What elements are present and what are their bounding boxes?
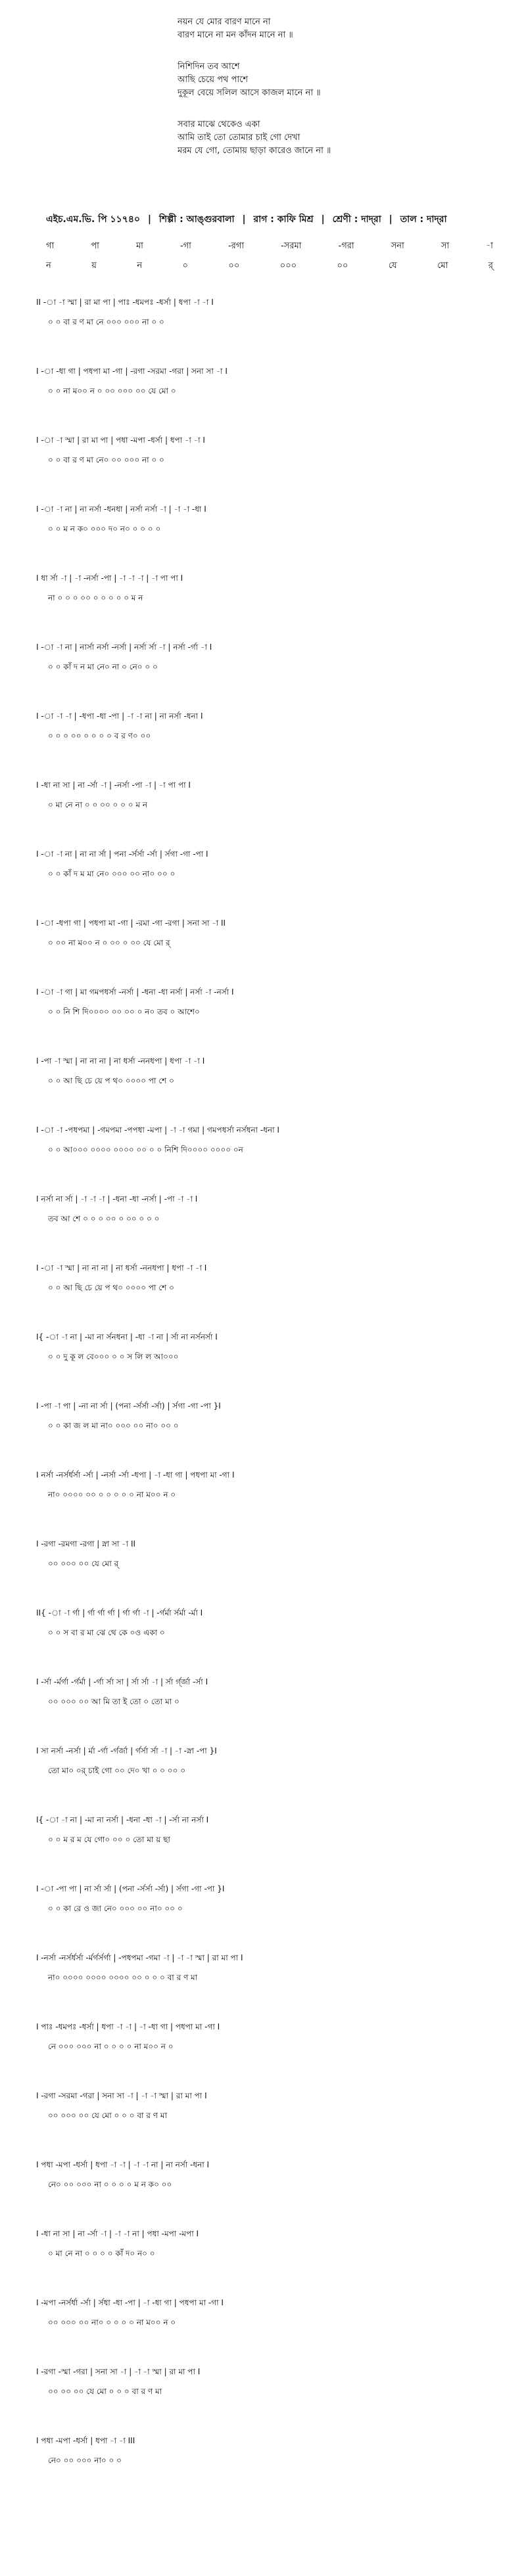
notation-row (36, 985, 496, 1054)
swara-line: I -া -া -পধপমা | -গমপমা -পপধা -মপা | -া -া গমা | গমপধর্সা নর্সধনা -ধনা I (36, 1125, 279, 1135)
notation-row (36, 1813, 496, 1882)
swara-line: I -া -া গা | মা গমপধর্সা -নর্সা | -ধনা -ধা নর্সা | নর্সা -া -নর্সা I (36, 987, 234, 997)
lyric-syllable-line: ০ ০ দু কূ ল বে০০০ ০ ০ স লি ল আ০০০ (48, 1352, 179, 1361)
lyric-syllable-line: ০ ০ কা জ ল মা না০ ০০০ ০০ না০ ০০ ০ (48, 1421, 179, 1430)
swara-line: I -নর্সা -নর্সর্ধর্সা -র্মর্গর্সর্গা | -পধপমা -গমা -া | -া -া স্মা | রা মা পা I (36, 1953, 243, 1962)
notation-row (36, 2434, 496, 2487)
intro-swara-row (46, 237, 493, 256)
lyric-syllable-line: ০ মা নে না ০ ০ ০ ০ কাঁ দ০ ন০ ০ (48, 2249, 155, 2258)
lyric-stanza (178, 60, 493, 100)
lyric-syllable-line: না০ ০০০০ ০০০০ ০০০০ ০০ ০ ০ ০ বা র ণ মা (48, 1973, 198, 1982)
swara-line: I -া -া -া | -ধপা -ধা -পা | -া -া না | না নর্সা -ধনা I (36, 712, 203, 721)
swara-line: I পধা -মপা -ধর্সা | ধপা -া -া III (36, 2436, 135, 2445)
notation-rows (36, 296, 496, 2487)
swara-line: I ধা র্সা -া | -া -নর্সা -পা | -া -া -া | -া পা পা I (36, 574, 183, 583)
lyric-syllable-line: তো মা০ ০র্‌ চাই গো ০০ দে০ খা ০ ০ ০০ ০ (48, 1766, 186, 1775)
notation-row (36, 1399, 496, 1468)
intro-lyric-cell: ন (137, 261, 143, 271)
swara-line: I -রগা -সরমা -গরা | সনা সা -া | -া -া স্মা | রা মা পা I (36, 2091, 207, 2100)
notation-row (36, 1606, 496, 1675)
lyric-syllable-line: না ০ ০ ০ ০০ ০ ০ ০ ০ ০ ম ন (48, 593, 143, 602)
swara-line: I নর্সা -নর্সর্ধর্সা -র্সা | -নর্সা -র্সা -ধপা | -া -ধা গা | পধপা মা -গা I (36, 1470, 235, 1480)
lyric-syllable-line: ০ মা নে না ০ ০ ০০ ০ ০ ০ ম ন (48, 800, 148, 809)
notation-row (36, 503, 496, 572)
intro-swara-cell: সনা (391, 241, 404, 251)
swara-line: I -পা -া পা | -না না র্সা | (পনা -র্সর্সা -র্সা) | র্সগা -গা -পা }I (36, 1401, 221, 1411)
lyric-syllable-line: ০ ০ না ম০০ ন ০ ০০ ০০০ ০০ যে মো ০ (48, 386, 176, 395)
notation-row (36, 1882, 496, 1951)
swara-line: II{ -া -া র্গা | র্গা র্গা র্গা | র্গা র্গা -া | -র্গর্মা র্সর্মা -র্মা I (36, 1608, 203, 1617)
lyric-syllable-line: ০০ ০০০ ০০ যে মো র্‌ (48, 1559, 119, 1568)
intro-swara-cell: মা (135, 241, 143, 251)
notation-row (36, 434, 496, 503)
swara-line: I সা নর্সা -নর্সা | র্মা -র্গা -র্গর্জা | র্গর্সা র্সা -া | -া -স্না -পা }I (36, 1746, 217, 1755)
swara-line: I -রগা -রমগা -রগা | স্না সা -া II (36, 1539, 136, 1548)
swara-line: I -ধা না সা | না -র্সা -া | -া -া না | পধা -মপা -মপা I (36, 2229, 199, 2238)
lyric-syllable-line: তব আ শে ০ ০ ০ ০০ ০ ০০ ০ ০ ০ (48, 1214, 160, 1223)
lyric-syllable-line: ০ ০ ম র ম যে গো০ ০০ ০ তো মা য় ছা (48, 1835, 170, 1844)
notation-row (36, 2296, 496, 2365)
intro-lyric-cell: যে (388, 261, 397, 271)
lyric-syllable-line: ০ ০ কাঁ দ ম মা নে০ ০০০ ০০ না০ ০০ ০ (48, 869, 176, 878)
lyric-syllable-line: ০০ ০০০ ০০ আ মি তা ই তো ০ তো মা ০ (48, 1697, 179, 1706)
notation-row (36, 1744, 496, 1813)
lyric-line: সবার মাঝে থেকেও একা (178, 120, 260, 129)
lyric-syllable-line: ০ ০ আ০০০ ০০০০ ০০০০ ০০ ০ ০ নিশি দি০০০০ ০০০০ ০ন (48, 1145, 243, 1154)
swara-line: I -া -া স্মা | না না না | না ধর্সা -ননধপা | ধপা -া -া I (36, 1263, 207, 1273)
swara-line: I -া -া না | নার্সা নর্সা -নর্সা | নর্সা র্সা -া | নর্সা -র্গা -া I (36, 643, 212, 652)
lyric-syllable-line: ০ ০ ০ ০০ ০ ০ ০ ০ ব র ণ০ ০০ (48, 731, 151, 740)
intro-swara-cell: -গরা (338, 241, 354, 251)
record-number: এইচ.এম.ভি. পি ১১৭৪০ (46, 214, 141, 225)
notation-row (36, 1330, 496, 1399)
swara-line: II -া -া স্মা | রা মা পা | পাঃ -ধমপঃ -ধর্সা | ধপা -া -া I (36, 298, 214, 307)
notation-row (36, 779, 496, 847)
intro-lyric-cell: র্‌ (488, 261, 493, 271)
swara-line: I -া -া না | না না র্সা | পনা -র্সর্সা -র্সা | র্সগা -গা -পা I (36, 849, 208, 859)
lyric-line: মরম যে গো, তোমায় ছাড়া কারেও জানে না ॥ (178, 146, 331, 156)
notation-row (36, 1537, 496, 1606)
notation-row (36, 2020, 496, 2089)
swara-line: I -পা -া স্মা | না না না | না ধর্সা -ননধপা | ধপা -া -া I (36, 1056, 205, 1066)
lyric-syllable-line: ০০ ০০০ ০০ যে মো ০ ০ ০ বা র ণ মা (48, 2111, 167, 2120)
lyric-line: নিশিদিন তব আশে (178, 62, 240, 72)
swara-line: I -রগা -স্মা -গরা | সনা সা -া | -া -া স্মা | রা মা পা I (36, 2367, 201, 2376)
artist-name: শিল্পী : আঙ্গুরবালা (158, 214, 235, 225)
notation-row (36, 1123, 496, 1192)
notation-row (36, 2158, 496, 2227)
swara-line: I{ -া -া না | -মা না নর্সা | -ধনা -ধা -া | -র্সা না নর্সা I (36, 1815, 209, 1824)
lyric-syllable-line: ০ ০ বা র ণ মা নে০ ০০ ০০০ না ০ ০ (48, 455, 164, 464)
intro-lyric-cell: য় (91, 261, 97, 271)
lyric-stanza (178, 118, 493, 158)
swara-line: I পাঃ -ধমপঃ -ধর্সা | ধপা -া -া | -া -ধা গা | পধপা মা -গা I (36, 2022, 220, 2031)
lyric-syllable-line: নে০ ০০ ০০০ না০ ০ ০ (48, 2456, 122, 2465)
notation-row (36, 1951, 496, 2020)
intro-swara-cell: -া (486, 241, 493, 251)
swara-line: I -া -ধা গা | পধপা মা -গা | -রগা -সরমা -গরা | সনা সা -া I (36, 367, 227, 376)
lyric-syllable-line: ০ ০০ না ম০০ ন ০ ০০ ০ ০০ যে মো র্‌ (48, 938, 170, 947)
swara-line: I -া -া স্মা | রা মা পা | পধা -মপা -ধর্সা | ধপা -া -া I (36, 436, 205, 445)
notation-row (36, 1054, 496, 1123)
lyric-syllable-line: না০ ০০০০ ০০ ০ ০ ০ ০ ০ না ম০০ ন ০ (48, 1490, 176, 1499)
lyric-line: নয়ন যে মোর বারণ মানে না (178, 17, 271, 27)
lyric-syllable-line: ০ ০ কাঁ দ ন মা নে০ না ০ নে০ ০ ০ (48, 662, 158, 671)
swara-line: I -মপা -নর্সর্ধা -র্সা | র্সধা -ধা -পা | -া -ধা গা | পধপা মা -গা I (36, 2298, 224, 2307)
lyric-syllable-line: ০ ০ ম ন ক০ ০০০ দ০ ন০ ০ ০ ০ ০ (48, 524, 161, 533)
notation-row (36, 2365, 496, 2434)
lyric-line: দুকূল বেয়ে সলিল আসে কাজল মানে না ॥ (178, 88, 321, 98)
intro-lyric-cell: ০ (182, 261, 188, 271)
notation-row (36, 641, 496, 710)
swara-line: I -া -ধপা গা | পধপা মা -গা | -রমা -গা -রগা | সনা সা -া II (36, 918, 226, 928)
notation-row (36, 1192, 496, 1261)
swara-line: I -া -পা পা | না র্সা র্সা | (পনা -র্সর্সা -র্সা) | র্সগা -গা -পা }I (36, 1884, 225, 1893)
intro-lyric-cell: ০০ (228, 261, 240, 271)
notation-row (36, 365, 496, 434)
intro-swara-cell: -গা (179, 241, 191, 251)
notation-row (36, 1468, 496, 1537)
intro-lyric-cell: ন (46, 261, 51, 271)
intro-notation (46, 237, 493, 276)
lyric-syllable-line: ০ ০ কা রে ও জা নে০ ০০০ ০০ না০ ০০ ০ (48, 1904, 183, 1913)
swara-line: I -র্সা -র্মর্গা -র্গর্মা | -র্গা র্সা সা | র্সা র্সা -া | র্সা র্গ্‌র্জা -র্সা I (36, 1677, 208, 1686)
intro-swara-cell: -সরমা (281, 241, 302, 251)
intro-swara-cell: -রগা (227, 241, 245, 251)
notation-row (36, 710, 496, 779)
lyric-syllable-line: নে ০০০ ০০০ না ০ ০ ০ ০ না ম০০ ন ০ (48, 2042, 174, 2051)
swara-line: I -া -া না | না নর্সা -ধনধা | নর্সা নর্সা -া | -া -া -ধা I (36, 505, 206, 514)
notation-row (36, 2227, 496, 2296)
song-lyrics (178, 16, 493, 176)
notation-row (36, 847, 496, 916)
lyric-line: আছি চেয়ে পথ পাশে (178, 75, 249, 85)
lyric-line: আমি তাই তো তোমার চাই গো দেখা (178, 133, 300, 143)
tala-name: তাল : দাদ্‌রা (400, 214, 447, 225)
category-name: শ্রেণী : দাদ্‌রা (332, 214, 381, 225)
notation-row (36, 1675, 496, 1744)
notation-row (36, 1261, 496, 1330)
notation-row (36, 296, 496, 365)
lyric-syllable-line: ০০ ০০০ ০০ না০ ০ ০ ০ ০ না ম০০ ন ০ (48, 2318, 176, 2327)
swara-line: I{ -া -া না | -মা না র্সনধনা | -ধা -া না | র্সা না নর্সনর্সা I (36, 1332, 218, 1342)
intro-lyric-row (46, 256, 493, 276)
lyric-stanza (178, 16, 493, 42)
lyric-syllable-line: ০ ০ স বা র মা ঝে থে কে ০ও একা ০ (48, 1628, 165, 1637)
song-info-line: এইচ.এম.ভি. পি ১১৭৪০ | শিল্পী : আঙ্গুরবালা | রাগ : কাফি মিশ্র | শ্রেণী : দাদ্‌রা | তাল : দাদ্‌রা (46, 214, 447, 225)
intro-lyric-cell: মো (437, 261, 448, 271)
lyric-syllable-line: ০ ০ আ ছি চে য়ে প থ০ ০০০০ পা শে ০ (48, 1283, 174, 1292)
intro-swara-cell: সা (441, 241, 450, 251)
intro-lyric-cell: ০০০ (279, 261, 297, 271)
intro-lyric-cell: ০০ (337, 261, 348, 271)
lyric-syllable-line: ০০ ০০ ০০ যে মো ০ ০ ০ বা র ণ মা (48, 2387, 162, 2396)
lyric-syllable-line: ০ ০ বা র ণ মা নে ০০০ ০০০ না ০ ০ (48, 317, 164, 327)
intro-swara-cell: পা (91, 241, 99, 251)
lyric-line: বারণ মানে না মন কাঁদন মানে না ॥ (178, 30, 293, 40)
swara-line: I পধা -মপা -ধর্সা | ধপা -া -া | -া -া না | না নর্সা -ধনা I (36, 2160, 210, 2169)
intro-swara-cell: গা (46, 241, 55, 251)
lyric-syllable-line: ০ ০ আ ছি চে য়ে প থ০ ০০০০ পা শে ০ (48, 1076, 174, 1085)
lyric-syllable-line: ০ ০ নি শি দি০০০০ ০০ ০০ ০ ন০ তব ০ আশে০ (48, 1007, 200, 1016)
swara-line: I -ধা না সা | না -র্সা -া | -নর্সা -পা -া | -া পা পা I (36, 780, 191, 790)
notation-row (36, 572, 496, 641)
swara-line: I নর্সা না র্সা | -া -া -া | -ধনা -ধা -নর্সা | -পা -া -া I (36, 1194, 198, 1204)
lyric-syllable-line: নে০ ০০ ০০০ না ০ ০ ০ ০ ম ন ক০ ০০ (48, 2180, 172, 2189)
raga-name: রাগ : কাফি মিশ্র (253, 214, 314, 225)
notation-row (36, 916, 496, 985)
notation-row (36, 2089, 496, 2158)
